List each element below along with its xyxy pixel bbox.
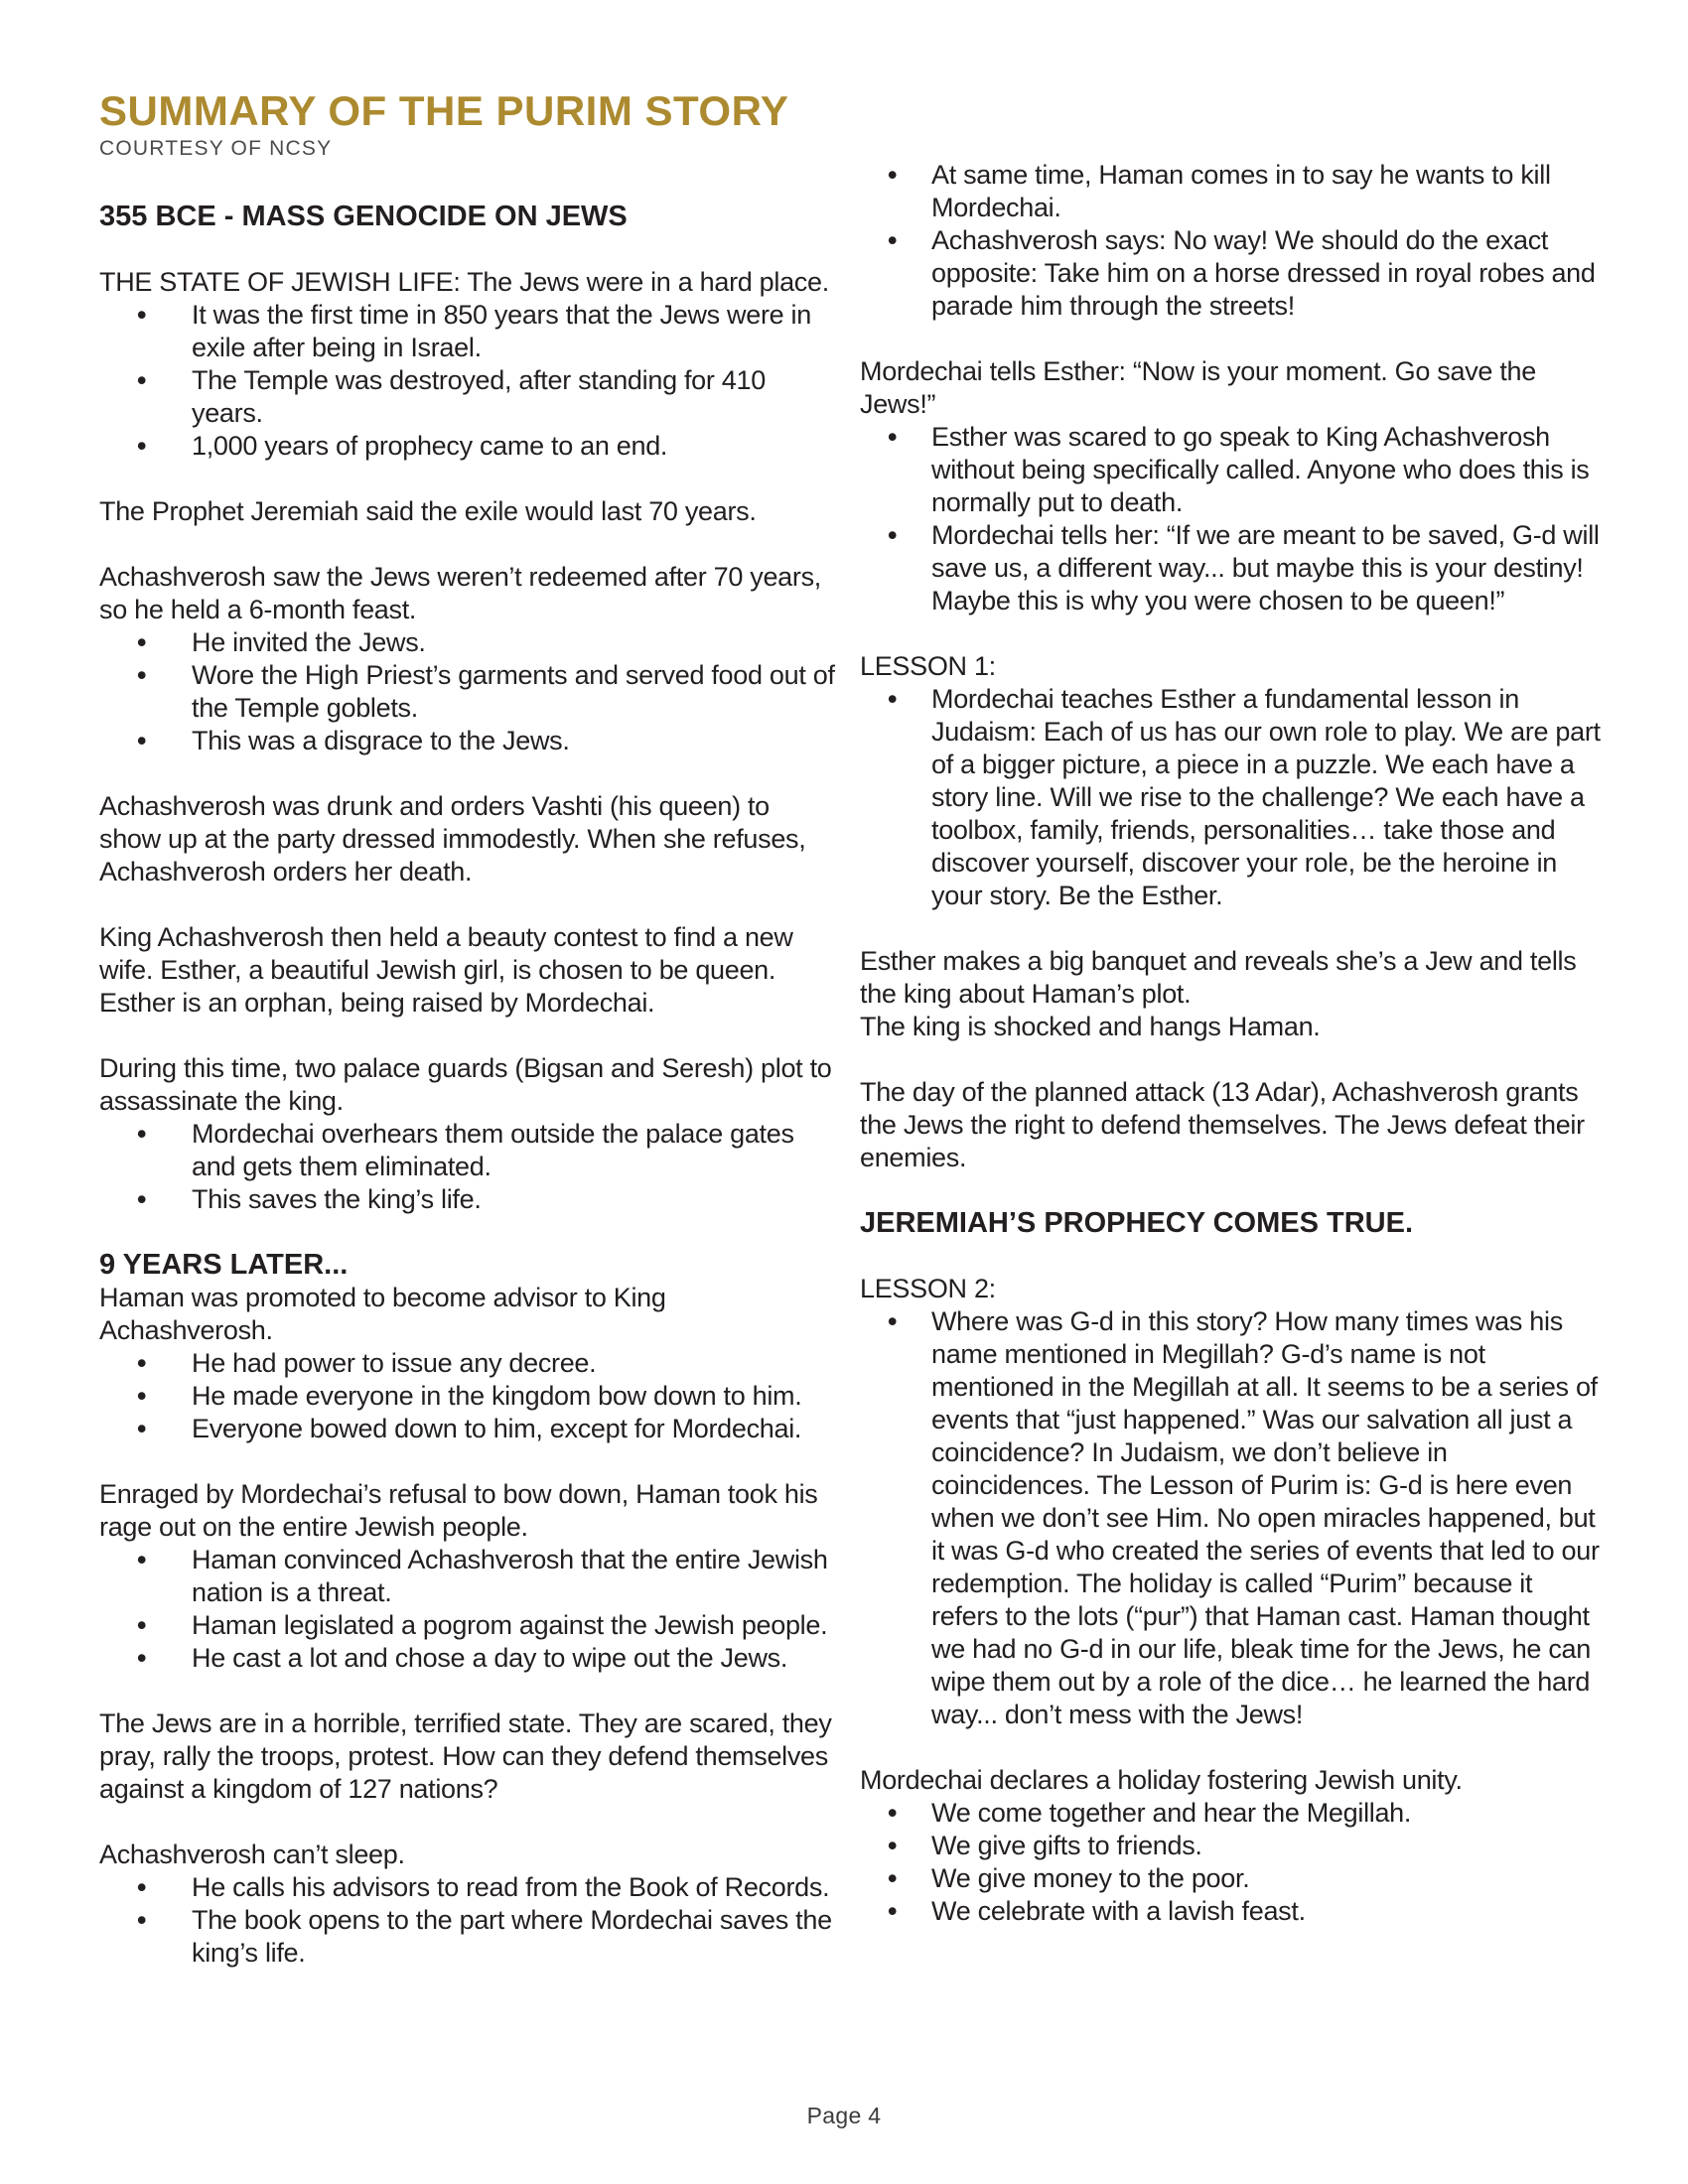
bullet-list-state	[99, 299, 836, 463]
document-header	[99, 89, 788, 161]
bullet-item: • He cast a lot and chose a day to wipe out the Jews.	[99, 1642, 836, 1675]
paragraph-palace-guards: During this time, two palace guards (Bigsan and Seresh) plot to assassinate the king.	[99, 1053, 832, 1116]
bullet-list-enraged	[99, 1544, 836, 1675]
paragraph-feast: Achashverosh saw the Jews weren’t redeemed after 70 years, so he held a 6-month feast.	[99, 562, 821, 624]
paragraph-jeremiah: The Prophet Jeremiah said the exile would last 70 years.	[99, 496, 757, 526]
paragraph-mordechai-tells-esther: Mordechai tells Esther: “Now is your moment. Go save the Jews!”	[860, 356, 1536, 419]
bullet-list-lesson-1	[860, 683, 1601, 912]
bullet-item: • This was a disgrace to the Jews.	[99, 725, 836, 757]
bullet-item: • Mordechai teaches Esther a fundamental lesson in Judaism: Each of us has our own role to play. We are part of a bigger picture, a piece in a puzzle. We each have a story line. Will we rise to the challenge? We each have a toolbox, family, friends, personalities… take those and discover yourself, discover your role, be the heroine in your story. Be the Esther.	[860, 683, 1601, 912]
section-heading-355-bce: 355 BCE - MASS GENOCIDE ON JEWS	[99, 201, 628, 232]
page-footer: Page 4	[806, 2103, 882, 2128]
bullet-item: • Achashverosh says: No way! We should do the exact opposite: Take him on a horse dressed in royal robes and parade him through the streets!	[860, 224, 1601, 323]
paragraph-lesson-2-label: LESSON 2:	[860, 1274, 996, 1303]
bullet-item: • He had power to issue any decree.	[99, 1347, 836, 1380]
bullet-item: • Mordechai tells her: “If we are meant to be saved, G-d will save us, a different way... but maybe this is your destiny! Maybe this is why you were chosen to be queen!”	[860, 519, 1601, 617]
paragraph-lesson-1-label: LESSON 1:	[860, 651, 996, 681]
bullet-item: • We come together and hear the Megillah.	[860, 1797, 1601, 1830]
bullet-item: • Esther was scared to go speak to King Achashverosh without being specifically called. Anyone who does this is normally put to death.	[860, 421, 1601, 519]
page-title: SUMMARY OF THE PURIM STORY	[99, 87, 789, 134]
bullet-item: • We give gifts to friends.	[860, 1830, 1601, 1862]
bullet-item: • This saves the king’s life.	[99, 1183, 836, 1216]
bullet-item: • Haman legislated a pogrom against the Jewish people.	[99, 1609, 836, 1642]
bullet-list-lesson-2	[860, 1305, 1601, 1731]
paragraph-beauty-contest: King Achashverosh then held a beauty contest to find a new wife. Esther, a beautiful Jewish girl, is chosen to be queen. Esther is an orphan, being raised by Mordechai.	[99, 922, 793, 1018]
bullet-list-feast	[99, 626, 836, 757]
bullet-list-esther	[860, 421, 1601, 617]
paragraph-banquet: Esther makes a big banquet and reveals she’s a Jew and tells the king about Haman’s plot.	[860, 946, 1577, 1009]
right-column	[860, 159, 1601, 1928]
page-subtitle: COURTESY OF NCSY	[99, 137, 333, 161]
bullet-item: • Wore the High Priest’s garments and served food out of the Temple goblets.	[99, 659, 836, 725]
bullet-item: • Mordechai overhears them outside the palace gates and gets them eliminated.	[99, 1118, 836, 1183]
bullet-item: • 1,000 years of prophecy came to an end.	[99, 430, 836, 463]
bullet-list-haman-morning	[860, 159, 1601, 323]
bullet-item: • The book opens to the part where Mordechai saves the king’s life.	[99, 1904, 836, 1970]
bullet-item: • The Temple was destroyed, after standing for 410 years.	[99, 364, 836, 430]
bullet-item: • He invited the Jews.	[99, 626, 836, 659]
bullet-item: • He made everyone in the kingdom bow down to him.	[99, 1380, 836, 1413]
bullet-list-guards	[99, 1118, 836, 1216]
paragraph-jews-terrified: The Jews are in a horrible, terrified state. They are scared, they pray, rally the troops, protest. How can they defend themselves against a kingdom of 127 nations?	[99, 1708, 832, 1804]
bullet-item: • We give money to the poor.	[860, 1862, 1601, 1895]
bullet-item: • Where was G-d in this story? How many times was his name mentioned in Megillah? G-d’s name is not mentioned in the Megillah at all. It seems to be a series of events that “just happened.” Was our salvation all just a coincidence? In Judaism, we don’t believe in coincidences. The Lesson of Purim is: G-d is here even when we don’t see Him. No open miracles happened, but it was G-d who created the series of events that led to our redemption. The holiday is called “Purim” because it refers to the lots (“pur”) that Haman cast. Haman thought we had no G-d in our life, bleak time for the Jews, he can wipe them out by a role of the dice… he learned the hard way... don’t mess with the Jews!	[860, 1305, 1601, 1731]
paragraph-attack-day: The day of the planned attack (13 Adar), Achashverosh grants the Jews the right to defend themselves. The Jews defeat their enemies.	[860, 1077, 1585, 1172]
paragraph-king-shocked: The king is shocked and hangs Haman.	[860, 1012, 1321, 1041]
section-heading-9-years-later: 9 YEARS LATER...	[99, 1249, 349, 1281]
bullet-list-holiday	[860, 1797, 1601, 1928]
section-heading-prophecy: JEREMIAH’S PROPHECY COMES TRUE.	[860, 1207, 1414, 1239]
paragraph-vashti: Achashverosh was drunk and orders Vashti (his queen) to show up at the party dressed immodestly. When she refuses, Achashverosh orders her death.	[99, 791, 806, 887]
bullet-item: • He calls his advisors to read from the Book of Records.	[99, 1871, 836, 1904]
bullet-item: • Haman convinced Achashverosh that the entire Jewish nation is a threat.	[99, 1544, 836, 1609]
paragraph-holiday: Mordechai declares a holiday fostering Jewish unity.	[860, 1765, 1463, 1795]
bullet-item: • At same time, Haman comes in to say he wants to kill Mordechai.	[860, 159, 1601, 224]
bullet-item: • It was the first time in 850 years that the Jews were in exile after being in Israel.	[99, 299, 836, 364]
bullet-list-cant-sleep	[99, 1871, 836, 1970]
bullet-item: • Everyone bowed down to him, except for Mordechai.	[99, 1413, 836, 1445]
bullet-item: • We celebrate with a lavish feast.	[860, 1895, 1601, 1928]
paragraph-enraged: Enraged by Mordechai’s refusal to bow down, Haman took his rage out on the entire Jewish people.	[99, 1479, 818, 1542]
paragraph-cant-sleep: Achashverosh can’t sleep.	[99, 1840, 405, 1869]
left-column	[99, 201, 836, 1970]
paragraph-state-of-jewish-life: THE STATE OF JEWISH LIFE: The Jews were in a hard place.	[99, 267, 829, 297]
paragraph-haman-promoted: Haman was promoted to become advisor to King Achashverosh.	[99, 1283, 666, 1345]
bullet-list-haman-power	[99, 1347, 836, 1445]
